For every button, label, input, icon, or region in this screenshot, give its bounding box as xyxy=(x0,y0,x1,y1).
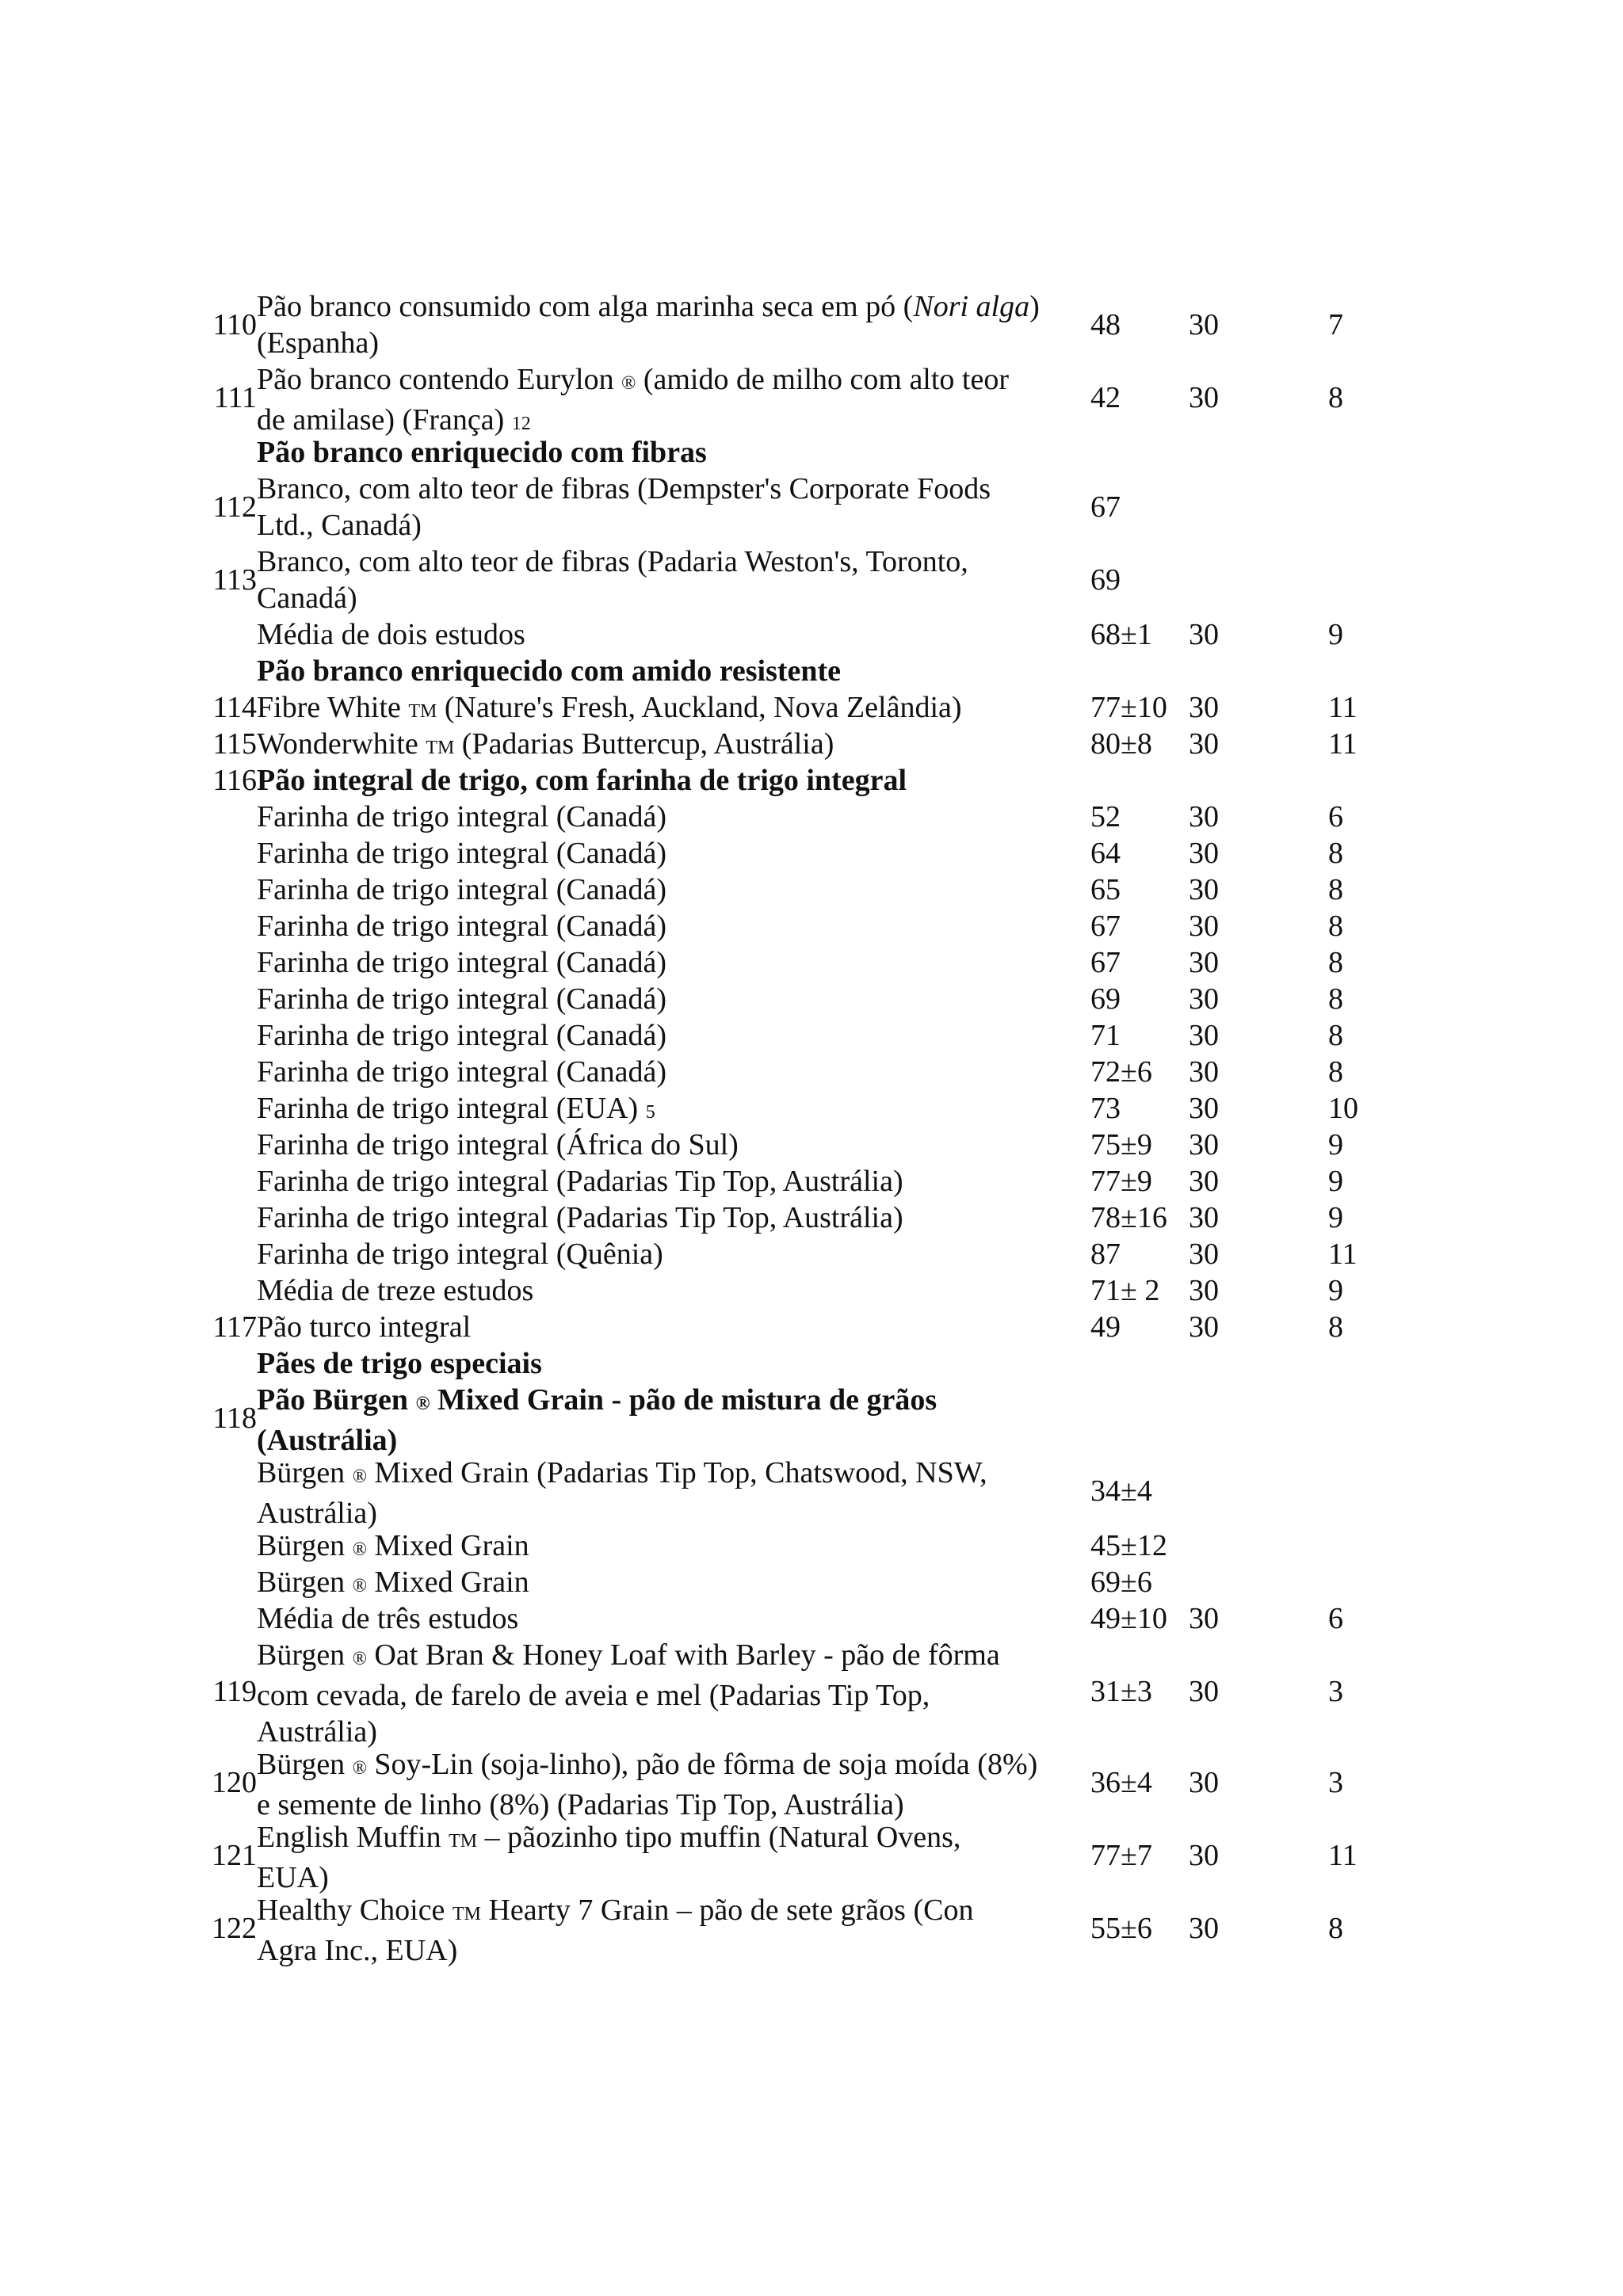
description-text: Oat Bran & Honey Loaf with Barley - pão de fôrma xyxy=(366,1638,1000,1672)
serving-size-value: 30 xyxy=(1189,1128,1219,1161)
description-text: e semente de linho (8%) (Padarias Tip Top, Austrália) xyxy=(257,1788,904,1821)
serving-size-value: 30 xyxy=(1189,1839,1219,1872)
table-row xyxy=(0,1746,1623,1819)
header-text: Pão Bürgen xyxy=(257,1383,416,1417)
description-text: Farinha de trigo integral (Canadá) xyxy=(257,946,667,979)
serving-size-value: 30 xyxy=(1189,727,1219,761)
description-text: Média de três estudos xyxy=(257,1602,519,1635)
glycemic-index-value: 69±6 xyxy=(1090,1566,1152,1599)
description-text: Ltd., Canadá) xyxy=(257,509,422,542)
glycemic-load-value: 8 xyxy=(1328,873,1343,906)
trademark-symbol: ® xyxy=(352,1576,367,1596)
description-text: Austrália) xyxy=(257,1715,377,1749)
glycemic-index-value: 42 xyxy=(1090,381,1121,414)
food-description xyxy=(257,1309,1089,1345)
table-row xyxy=(0,361,1623,437)
table-row xyxy=(0,1819,1623,1892)
glycemic-index-value: 78±16 xyxy=(1090,1201,1167,1234)
food-description xyxy=(257,1892,1089,1969)
description-text: (amido de milho com alto teor xyxy=(636,363,1010,396)
food-description xyxy=(257,1199,1089,1236)
serving-size-value: 30 xyxy=(1189,1165,1219,1198)
table-row xyxy=(0,1892,1623,1965)
description-text: ) xyxy=(1029,290,1040,323)
description-text: Wonderwhite xyxy=(257,727,426,761)
description-text: Austrália) xyxy=(257,1497,377,1530)
description-text: Farinha de trigo integral (Canadá) xyxy=(257,1055,667,1089)
food-description xyxy=(257,1455,1089,1531)
table-row xyxy=(0,471,1623,543)
table-row xyxy=(0,762,1623,799)
serving-size-value: 30 xyxy=(1189,837,1219,870)
table-row xyxy=(0,1236,1623,1272)
table-row xyxy=(0,1054,1623,1090)
description-text: Mixed Grain xyxy=(366,1529,529,1562)
food-description xyxy=(257,1017,1089,1054)
food-description xyxy=(257,1819,1089,1896)
food-description xyxy=(257,1090,1089,1131)
trademark-symbol: ® xyxy=(352,1758,367,1779)
table-row xyxy=(0,908,1623,944)
header-text: (Austrália) xyxy=(257,1424,398,1457)
table-row xyxy=(0,1527,1623,1564)
trademark-symbol: TM xyxy=(452,1904,481,1924)
serving-size-value: 30 xyxy=(1189,691,1219,724)
description-text: (Espanha) xyxy=(257,326,380,360)
table-row xyxy=(0,689,1623,726)
description-text: Mixed Grain xyxy=(366,1566,529,1599)
glycemic-index-value: 77±7 xyxy=(1090,1839,1152,1872)
food-description xyxy=(257,871,1089,908)
food-description xyxy=(257,471,1089,543)
food-description xyxy=(257,1236,1089,1272)
glycemic-index-value: 77±10 xyxy=(1090,691,1167,724)
description-text: Bürgen xyxy=(257,1566,353,1599)
food-description xyxy=(257,1600,1089,1637)
trademark-symbol: ® xyxy=(621,373,636,394)
food-description xyxy=(257,908,1089,944)
glycemic-load-value: 8 xyxy=(1328,1019,1343,1052)
glycemic-load-value: 9 xyxy=(1328,1165,1343,1198)
serving-size-value: 30 xyxy=(1189,910,1219,943)
glycemic-load-value: 11 xyxy=(1328,691,1358,724)
glycemic-index-value: 49±10 xyxy=(1090,1602,1167,1635)
description-text: Pão branco consumido com alga marinha seca em pó ( xyxy=(257,290,914,323)
glycemic-index-value: 69 xyxy=(1090,563,1121,597)
glycemic-load-value: 9 xyxy=(1328,1201,1343,1234)
glycemic-load-value: 8 xyxy=(1328,837,1343,870)
trademark-symbol: ® xyxy=(352,1649,367,1669)
glycemic-index-value: 77±9 xyxy=(1090,1165,1152,1198)
table-row xyxy=(0,1163,1623,1199)
table-row xyxy=(0,799,1623,835)
reference-number: 12 xyxy=(511,414,531,434)
table-row xyxy=(0,616,1623,653)
glycemic-load-value: 8 xyxy=(1328,1310,1343,1344)
header-text: Pão branco enriquecido com fibras xyxy=(257,436,707,469)
item-number: 119 xyxy=(212,1675,257,1708)
header-text: Mixed Grain - pão de mistura de grãos xyxy=(430,1383,938,1417)
glycemic-index-value: 87 xyxy=(1090,1238,1121,1271)
description-text: Farinha de trigo integral (Canadá) xyxy=(257,800,667,833)
trademark-symbol: ® xyxy=(352,1539,367,1560)
serving-size-value: 30 xyxy=(1189,618,1219,651)
serving-size-value: 30 xyxy=(1189,1602,1219,1635)
description-text: Agra Inc., EUA) xyxy=(257,1934,458,1967)
item-number: 115 xyxy=(212,727,257,761)
item-number: 117 xyxy=(212,1310,257,1344)
glycemic-index-value: 80±8 xyxy=(1090,727,1152,761)
trademark-symbol: TM xyxy=(408,701,437,722)
description-text: Bürgen xyxy=(257,1748,353,1781)
serving-size-value: 30 xyxy=(1189,1675,1219,1708)
description-text: Pão turco integral xyxy=(257,1310,472,1344)
description-text: Farinha de trigo integral (Canadá) xyxy=(257,837,667,870)
table-row xyxy=(0,1272,1623,1309)
item-number: 121 xyxy=(212,1839,257,1872)
table-row xyxy=(0,1127,1623,1163)
description-text: Farinha de trigo integral (Padarias Tip Top, Austrália) xyxy=(257,1201,903,1234)
table-row xyxy=(0,1455,1623,1530)
description-text: Hearty 7 Grain – pão de sete grãos (Con xyxy=(480,1894,974,1927)
food-description xyxy=(257,981,1089,1017)
food-description xyxy=(257,361,1089,442)
food-description xyxy=(257,726,1089,766)
header-text: Pão branco enriquecido com amido resistente xyxy=(257,654,842,688)
serving-size-value: 30 xyxy=(1189,946,1219,979)
trademark-symbol: TM xyxy=(449,1831,478,1852)
header-text: Pães de trigo especiais xyxy=(257,1347,542,1380)
serving-size-value: 30 xyxy=(1189,1274,1219,1307)
table-row xyxy=(0,871,1623,908)
item-number: 112 xyxy=(212,490,257,524)
glycemic-load-value: 6 xyxy=(1328,1602,1343,1635)
table-row xyxy=(0,1600,1623,1637)
food-description xyxy=(257,1054,1089,1090)
description-text: Farinha de trigo integral (Canadá) xyxy=(257,873,667,906)
food-description xyxy=(257,1127,1089,1163)
food-description xyxy=(257,1163,1089,1199)
table-row xyxy=(0,1017,1623,1054)
glycemic-load-value: 9 xyxy=(1328,1274,1343,1307)
glycemic-load-value: 11 xyxy=(1328,727,1358,761)
glycemic-load-value: 8 xyxy=(1328,910,1343,943)
table-row xyxy=(0,1382,1623,1455)
description-text: Mixed Grain (Padarias Tip Top, Chatswood, NSW, xyxy=(366,1456,987,1489)
food-description xyxy=(257,288,1089,361)
description-text: Farinha de trigo integral (Canadá) xyxy=(257,982,667,1016)
description-text: (Padarias Buttercup, Austrália) xyxy=(454,727,834,761)
description-text: English Muffin xyxy=(257,1821,449,1854)
section-header xyxy=(257,434,1089,471)
description-text: Bürgen xyxy=(257,1529,353,1562)
food-description xyxy=(257,543,1089,616)
serving-size-value: 30 xyxy=(1189,1201,1219,1234)
glycemic-load-value: 8 xyxy=(1328,1055,1343,1089)
item-number: 113 xyxy=(212,563,257,597)
glycemic-index-value: 72±6 xyxy=(1090,1055,1152,1089)
description-text: – pãozinho tipo muffin (Natural Ovens, xyxy=(477,1821,961,1854)
table-row xyxy=(0,434,1623,471)
description-text: EUA) xyxy=(257,1861,329,1894)
table-row xyxy=(0,726,1623,762)
glycemic-index-value: 64 xyxy=(1090,837,1121,870)
glycemic-index-value: 65 xyxy=(1090,873,1121,906)
header-text: Pão integral de trigo, com farinha de trigo integral xyxy=(257,764,907,797)
table-row xyxy=(0,1637,1623,1749)
food-description xyxy=(257,944,1089,981)
item-number: 118 xyxy=(212,1402,257,1435)
table-row xyxy=(0,288,1623,361)
table-row xyxy=(0,1199,1623,1236)
serving-size-value: 30 xyxy=(1189,982,1219,1016)
description-text: (Nature's Fresh, Auckland, Nova Zelândia) xyxy=(437,691,962,724)
description-text: Branco, com alto teor de fibras (Dempster's Corporate Foods xyxy=(257,472,991,505)
description-text: Farinha de trigo integral (EUA) xyxy=(257,1092,646,1125)
glycemic-index-value: 31±3 xyxy=(1090,1675,1152,1708)
food-description xyxy=(257,616,1089,653)
glycemic-index-value: 52 xyxy=(1090,800,1121,833)
glycemic-load-value: 8 xyxy=(1328,381,1343,414)
serving-size-value: 30 xyxy=(1189,308,1219,341)
table-row xyxy=(0,944,1623,981)
glycemic-load-value: 8 xyxy=(1328,982,1343,1016)
table-row xyxy=(0,543,1623,616)
glycemic-load-value: 11 xyxy=(1328,1238,1358,1271)
food-description xyxy=(257,1746,1089,1823)
section-header xyxy=(257,1382,1089,1459)
table-row xyxy=(0,1090,1623,1127)
glycemic-index-value: 36±4 xyxy=(1090,1766,1152,1799)
description-text: com cevada, de farelo de aveia e mel (Padarias Tip Top, xyxy=(257,1679,930,1712)
glycemic-index-value: 55±6 xyxy=(1090,1912,1152,1945)
item-number: 110 xyxy=(212,308,257,341)
food-description xyxy=(257,1527,1089,1568)
item-number: 111 xyxy=(213,381,257,414)
description-text: Média de dois estudos xyxy=(257,618,525,651)
food-description xyxy=(257,1272,1089,1309)
food-description xyxy=(257,1564,1089,1604)
reference-number: 5 xyxy=(645,1102,655,1123)
serving-size-value: 30 xyxy=(1189,1310,1219,1344)
item-number: 116 xyxy=(212,764,257,797)
table-row xyxy=(0,653,1623,689)
serving-size-value: 30 xyxy=(1189,1238,1219,1271)
section-header xyxy=(257,1345,1089,1382)
serving-size-value: 30 xyxy=(1189,1766,1219,1799)
glycemic-load-value: 10 xyxy=(1328,1092,1358,1125)
glycemic-index-value: 34±4 xyxy=(1090,1474,1152,1508)
food-description xyxy=(257,689,1089,730)
serving-size-value: 30 xyxy=(1189,873,1219,906)
item-number: 122 xyxy=(212,1912,257,1945)
glycemic-index-value: 68±1 xyxy=(1090,618,1152,651)
glycemic-load-value: 11 xyxy=(1328,1839,1358,1872)
glycemic-index-value: 75±9 xyxy=(1090,1128,1152,1161)
item-number: 120 xyxy=(212,1766,257,1799)
description-text: Branco, com alto teor de fibras (Padaria Weston's, Toronto, xyxy=(257,545,968,578)
glycemic-load-value: 3 xyxy=(1328,1675,1343,1708)
description-text: Farinha de trigo integral (Padarias Tip Top, Austrália) xyxy=(257,1165,903,1198)
glycemic-index-value: 45±12 xyxy=(1090,1529,1167,1562)
glycemic-load-value: 6 xyxy=(1328,800,1343,833)
description-text: Farinha de trigo integral (Canadá) xyxy=(257,1019,667,1052)
glycemic-index-value: 69 xyxy=(1090,982,1121,1016)
section-header xyxy=(257,762,1089,799)
description-text: Canadá) xyxy=(257,582,357,615)
serving-size-value: 30 xyxy=(1189,1092,1219,1125)
food-description xyxy=(257,799,1089,835)
description-text: Bürgen xyxy=(257,1638,353,1672)
description-text: Farinha de trigo integral (Quênia) xyxy=(257,1238,663,1271)
glycemic-load-value: 7 xyxy=(1328,308,1343,341)
serving-size-value: 30 xyxy=(1189,1055,1219,1089)
table-row xyxy=(0,1564,1623,1600)
food-description xyxy=(257,835,1089,871)
description-text: Soy-Lin (soja-linho), pão de fôrma de soja moída (8%) xyxy=(366,1748,1038,1781)
table-row xyxy=(0,1345,1623,1382)
glycemic-index-value: 67 xyxy=(1090,946,1121,979)
glycemic-index-value: 67 xyxy=(1090,490,1121,524)
glycemic-index-value: 67 xyxy=(1090,910,1121,943)
description-text: Farinha de trigo integral (África do Sul) xyxy=(257,1128,739,1161)
description-text: Healthy Choice xyxy=(257,1894,453,1927)
italic-text: Nori alga xyxy=(913,290,1030,323)
glycemic-index-value: 49 xyxy=(1090,1310,1121,1344)
trademark-symbol: TM xyxy=(426,738,455,758)
serving-size-value: 30 xyxy=(1189,1912,1219,1945)
food-description xyxy=(257,1637,1089,1750)
glycemic-load-value: 9 xyxy=(1328,1128,1343,1161)
serving-size-value: 30 xyxy=(1189,1019,1219,1052)
glycemic-index-value: 73 xyxy=(1090,1092,1121,1125)
glycemic-index-value: 71± 2 xyxy=(1090,1274,1160,1307)
glycemic-load-value: 8 xyxy=(1328,1912,1343,1945)
section-header xyxy=(257,653,1089,689)
description-text: de amilase) (França) xyxy=(257,403,512,437)
serving-size-value: 30 xyxy=(1189,381,1219,414)
glycemic-index-value: 48 xyxy=(1090,308,1121,341)
description-text: Pão branco contendo Eurylon xyxy=(257,363,622,396)
glycemic-load-value: 8 xyxy=(1328,946,1343,979)
glycemic-index-value: 71 xyxy=(1090,1019,1121,1052)
description-text: Média de treze estudos xyxy=(257,1274,534,1307)
description-text: Fibre White xyxy=(257,691,409,724)
serving-size-value: 30 xyxy=(1189,800,1219,833)
table-row xyxy=(0,981,1623,1017)
description-text: Bürgen xyxy=(257,1456,353,1489)
table-row xyxy=(0,835,1623,871)
trademark-symbol: ® xyxy=(352,1466,367,1487)
description-text: Farinha de trigo integral (Canadá) xyxy=(257,910,667,943)
item-number: 114 xyxy=(212,691,257,724)
registered-symbol: ® xyxy=(415,1394,430,1414)
table-row xyxy=(0,1309,1623,1345)
glycemic-load-value: 9 xyxy=(1328,618,1343,651)
glycemic-load-value: 3 xyxy=(1328,1766,1343,1799)
